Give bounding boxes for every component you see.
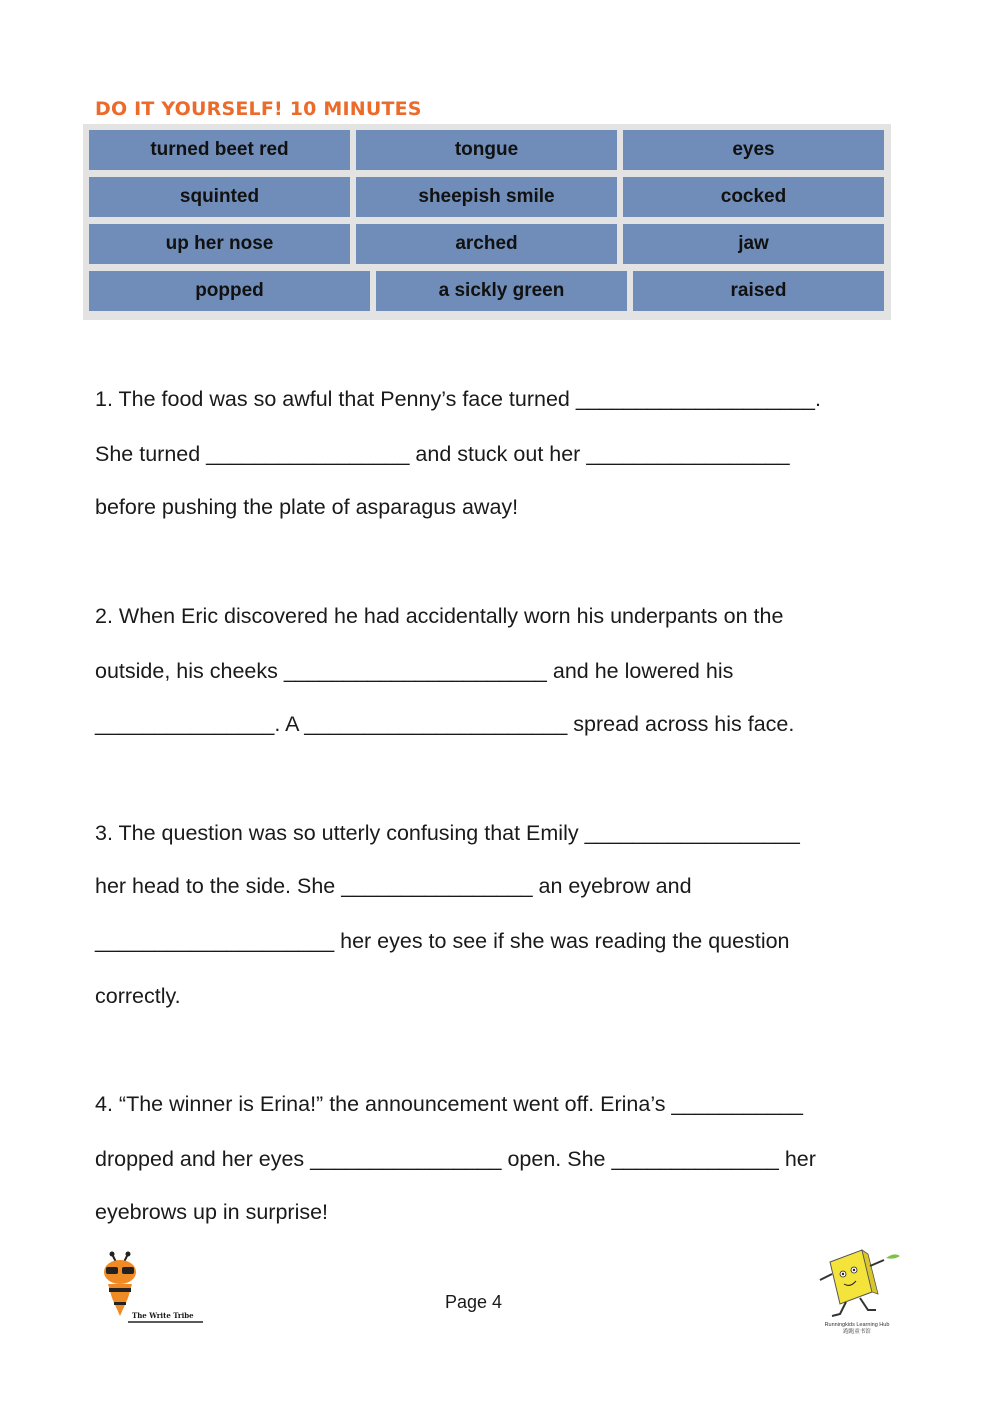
word-bank-cell: up her nose (89, 224, 350, 264)
running-book-logo-text (812, 1322, 902, 1336)
question-3-line-2: her head to the side. She ________________ an eyebrow and (95, 874, 692, 898)
word-bank-cell: squinted (89, 177, 350, 217)
question-3-line-1: 3. The question was so utterly confusing that Emily __________________ (95, 821, 800, 845)
word-bank-cell: jaw (623, 224, 884, 264)
word-bank-cell: sheepish smile (356, 177, 617, 217)
word-bank-cell: popped (89, 271, 370, 311)
word-bank-cell: eyes (623, 130, 884, 170)
question-2-line-3: _______________. A ______________________ spread across his face. (95, 712, 795, 736)
word-bank-cell: arched (356, 224, 617, 264)
question-2-line-1: 2. When Eric discovered he had accidentally worn his underpants on the (95, 604, 784, 628)
running-book-logo-subtitle: 跑跑童书馆 (843, 1329, 871, 1336)
word-bank-row (89, 271, 884, 311)
word-bank-row (89, 130, 884, 170)
page-number: Page 4 (445, 1292, 503, 1312)
word-bank-row (89, 177, 884, 217)
question-4-line-3: eyebrows up in surprise! (95, 1200, 329, 1224)
word-bank-table (83, 124, 891, 320)
question-2-line-2: outside, his cheeks ______________________ and he lowered his (95, 659, 734, 683)
question-1-line-3: before pushing the plate of asparagus away! (95, 495, 519, 519)
question-3-line-4: correctly. (95, 984, 181, 1008)
running-book-logo-title: Runningkids Learning Hub (824, 1322, 890, 1328)
word-bank-cell: a sickly green (376, 271, 627, 311)
word-bank-cell: cocked (623, 177, 884, 217)
question-3-line-3: ____________________ her eyes to see if she was reading the question (95, 929, 790, 953)
word-bank-row (89, 224, 884, 264)
running-book-logo (810, 1244, 905, 1324)
question-1-line-1: 1. The food was so awful that Penny’s face turned ____________________. (95, 387, 821, 411)
word-bank-cell: tongue (356, 130, 617, 170)
question-1-line-2: She turned _________________ and stuck out her _________________ (95, 442, 790, 466)
question-4-line-1: 4. “The winner is Erina!” the announcement went off. Erina’s ___________ (95, 1092, 803, 1116)
write-tribe-logo-text: The Write Tribe (132, 1311, 194, 1320)
word-bank-cell: turned beet red (89, 130, 350, 170)
worksheet-heading: DO IT YOURSELF! 10 MINUTES (95, 98, 422, 120)
question-4-line-2: dropped and her eyes ________________ open. She ______________ her (95, 1147, 816, 1171)
word-bank-cell: raised (633, 271, 884, 311)
